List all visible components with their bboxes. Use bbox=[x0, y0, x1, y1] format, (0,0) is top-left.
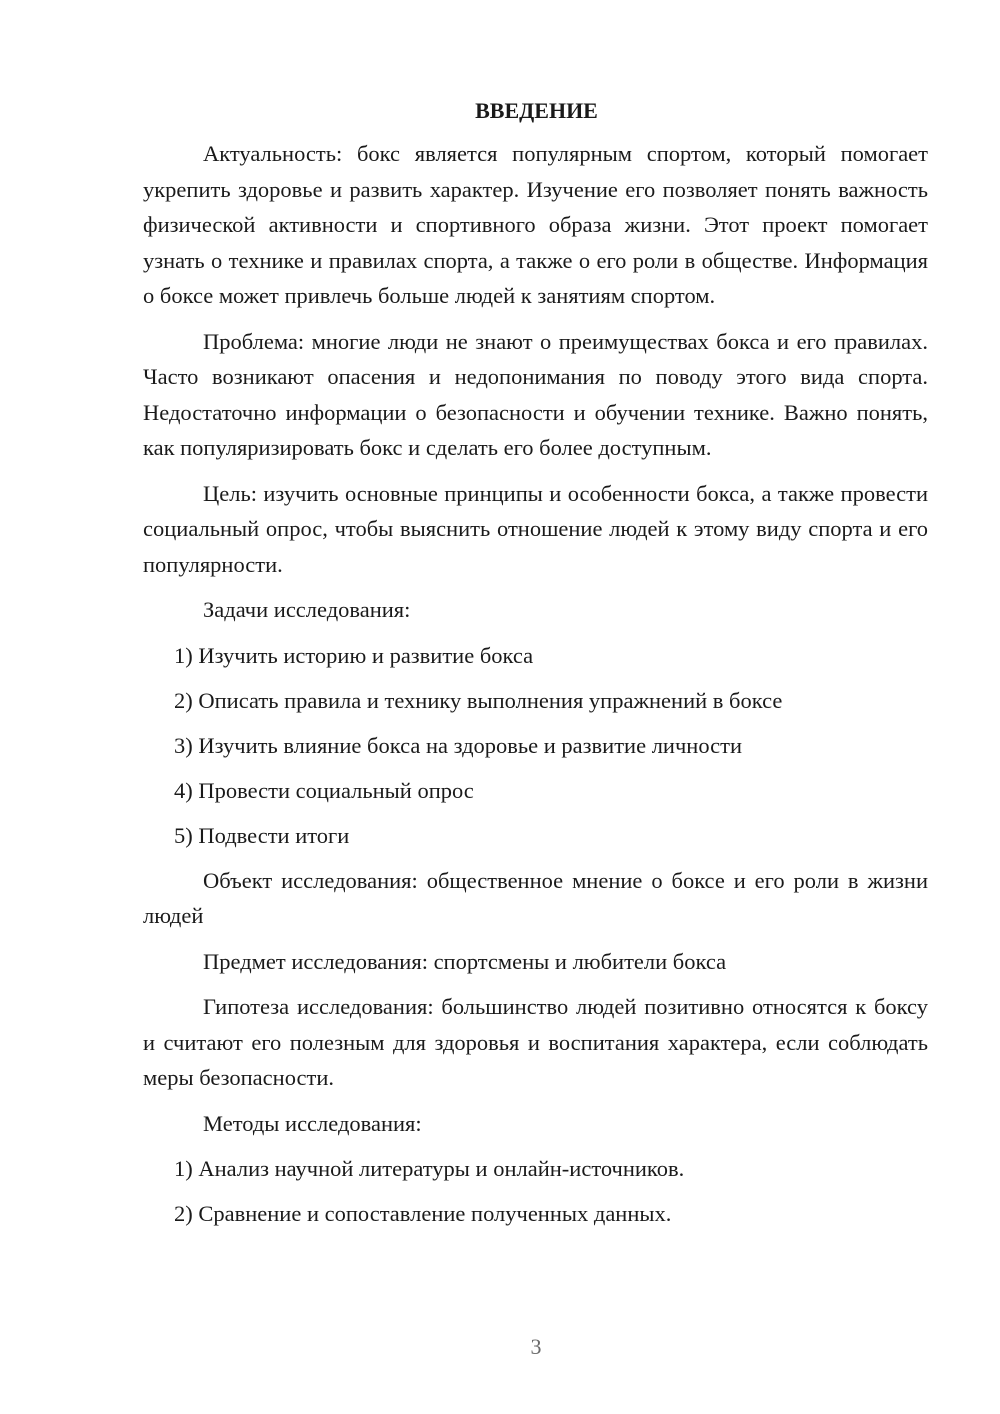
list-item: 5) Подвести итоги bbox=[174, 822, 350, 848]
tasks-list bbox=[143, 638, 928, 854]
goal-paragraph: Цель: изучить основные принципы и особенности бокса, а также провести социальный опрос, чтобы выяснить отношение людей к этому виду спорта и его популярности. bbox=[143, 480, 928, 577]
page-title: ВВЕДЕНИЕ bbox=[475, 98, 598, 123]
problem-paragraph: Проблема: многие люди не знают о преимуществах бокса и его правилах. Часто возникают опасения и недопонимания по поводу этого вида спорта. Недостаточно информации о безопасности и обучении технике. Важно понять, как популяризировать бокс и сделать его более доступным. bbox=[143, 328, 928, 460]
list-item: 1) Изучить историю и развитие бокса bbox=[174, 642, 534, 668]
list-item: 2) Описать правила и технику выполнения упражнений в боксе bbox=[174, 687, 783, 713]
list-item: 1) Анализ научной литературы и онлайн-источников. bbox=[174, 1156, 685, 1181]
tasks-heading: Задачи исследования: bbox=[203, 597, 411, 622]
methods-heading: Методы исследования: bbox=[203, 1110, 422, 1136]
object-paragraph: Объект исследования: общественное мнение о боксе и его роли в жизни людей bbox=[143, 867, 928, 928]
list-item: 2) Сравнение и сопоставление полученных данных. bbox=[174, 1201, 672, 1226]
relevance-paragraph: Актуальность: бокс является популярным спортом, который помогает укрепить здоровье и развить характер. Изучение его позволяет понять важность физической активности и спортивного образа жизни. Этот проект помогает узнать о технике и правилах спорта, а также о его роли в обществе. Информация о боксе может привлечь больше людей к занятиям спортом. bbox=[143, 141, 928, 308]
list-item: 4) Провести социальный опрос bbox=[174, 777, 474, 803]
hypothesis-paragraph: Гипотеза исследования: большинство людей позитивно относятся к боксу и считают его полезным для здоровья и воспитания характера, если соблюдать меры безопасности. bbox=[143, 994, 928, 1090]
subject-paragraph: Предмет исследования: спортсмены и любители бокса bbox=[203, 948, 727, 974]
page-number: 3 bbox=[530, 1334, 542, 1359]
methods-list bbox=[143, 1151, 928, 1232]
list-item: 3) Изучить влияние бокса на здоровье и развитие личности bbox=[174, 732, 743, 758]
document-page bbox=[143, 96, 928, 1241]
